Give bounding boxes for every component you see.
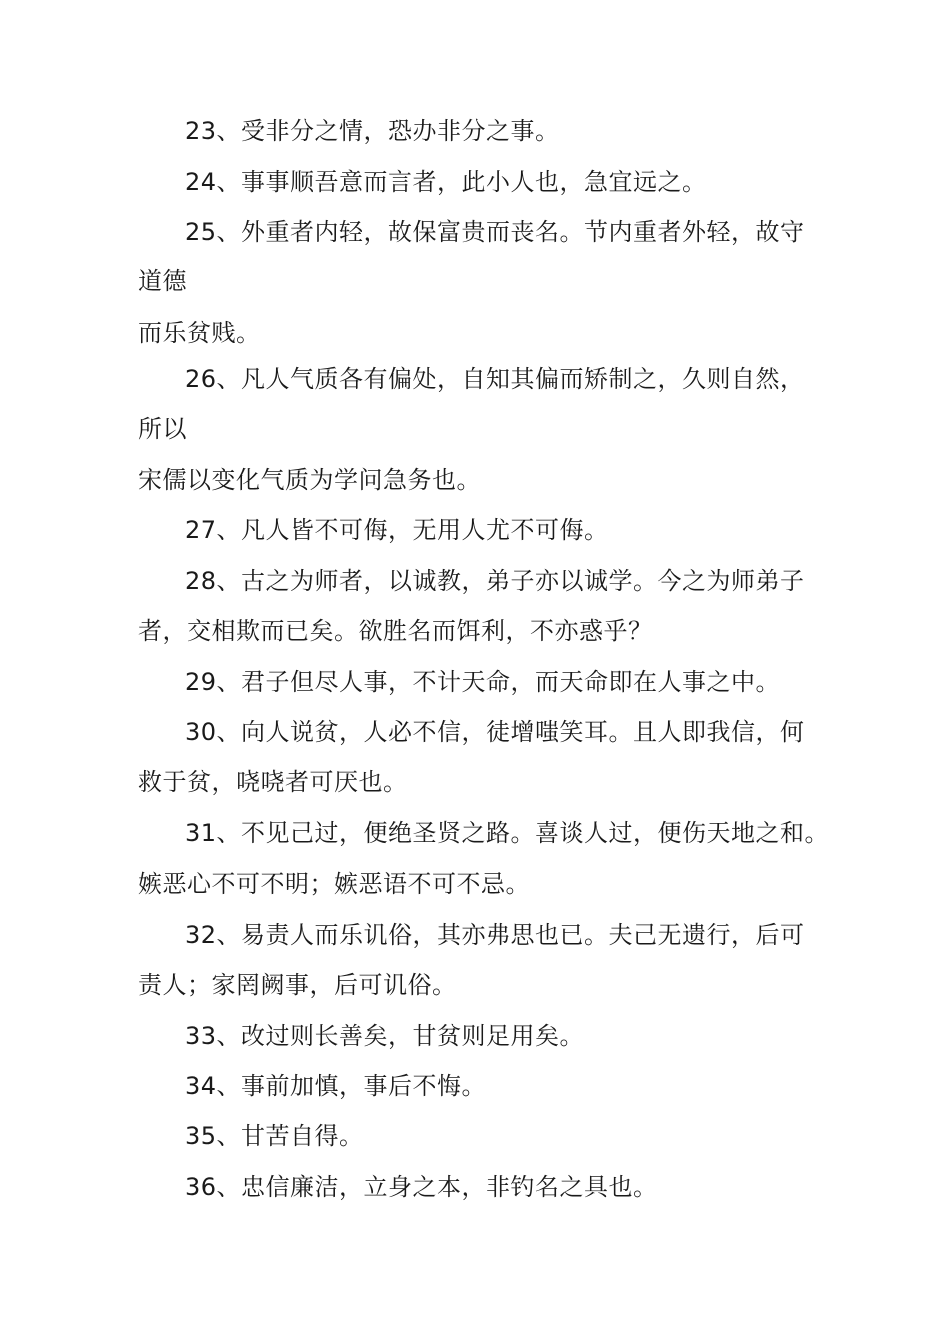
text-line-25a: 25、外重者内轻，故保富贵而丧名。节内重者外轻，故守 xyxy=(185,218,805,246)
text-line-36: 36、忠信廉洁，立身之本，非钓名之具也。 xyxy=(185,1173,658,1201)
text-line-27: 27、凡人皆不可侮，无用人尤不可侮。 xyxy=(185,516,609,544)
text-line-35: 35、甘苦自得。 xyxy=(185,1122,364,1150)
text-line-32a: 32、易责人而乐讥俗，其亦弗思也已。夫己无遗行，后可 xyxy=(185,921,805,949)
text-line-28b: 者，交相欺而已矣。欲胜名而饵利，不亦惑乎？ xyxy=(138,617,653,645)
text-line-30a: 30、向人说贫，人必不信，徒增嗤笑耳。且人即我信，何 xyxy=(185,718,805,746)
text-line-26b: 所以 xyxy=(138,415,187,443)
text-line-26c: 宋儒以变化气质为学问急务也。 xyxy=(138,466,481,494)
text-line-31b: 嫉恶心不可不明；嫉恶语不可不忌。 xyxy=(138,870,530,898)
text-line-24: 24、事事顺吾意而言者，此小人也，急宜远之。 xyxy=(185,168,707,196)
text-line-25c: 而乐贫贱。 xyxy=(138,319,261,347)
text-line-31a: 31、不见己过，便绝圣贤之路。喜谈人过，便伤天地之和。 xyxy=(185,819,830,847)
text-line-26a: 26、凡人气质各有偏处，自知其偏而矫制之，久则自然， xyxy=(185,365,805,393)
text-line-34: 34、事前加慎，事后不悔。 xyxy=(185,1072,487,1100)
text-line-33: 33、改过则长善矣，甘贫则足用矣。 xyxy=(185,1022,585,1050)
text-line-32b: 责人；家罔阙事，后可讥俗。 xyxy=(138,971,457,999)
text-line-23: 23、受非分之情，恐办非分之事。 xyxy=(185,117,560,145)
text-line-25b: 道德 xyxy=(138,267,187,295)
text-line-30b: 救于贫，哓哓者可厌也。 xyxy=(138,768,408,796)
text-line-28a: 28、古之为师者，以诚教，弟子亦以诚学。今之为师弟子 xyxy=(185,567,805,595)
text-line-29: 29、君子但尽人事，不计天命，而天命即在人事之中。 xyxy=(185,668,781,696)
